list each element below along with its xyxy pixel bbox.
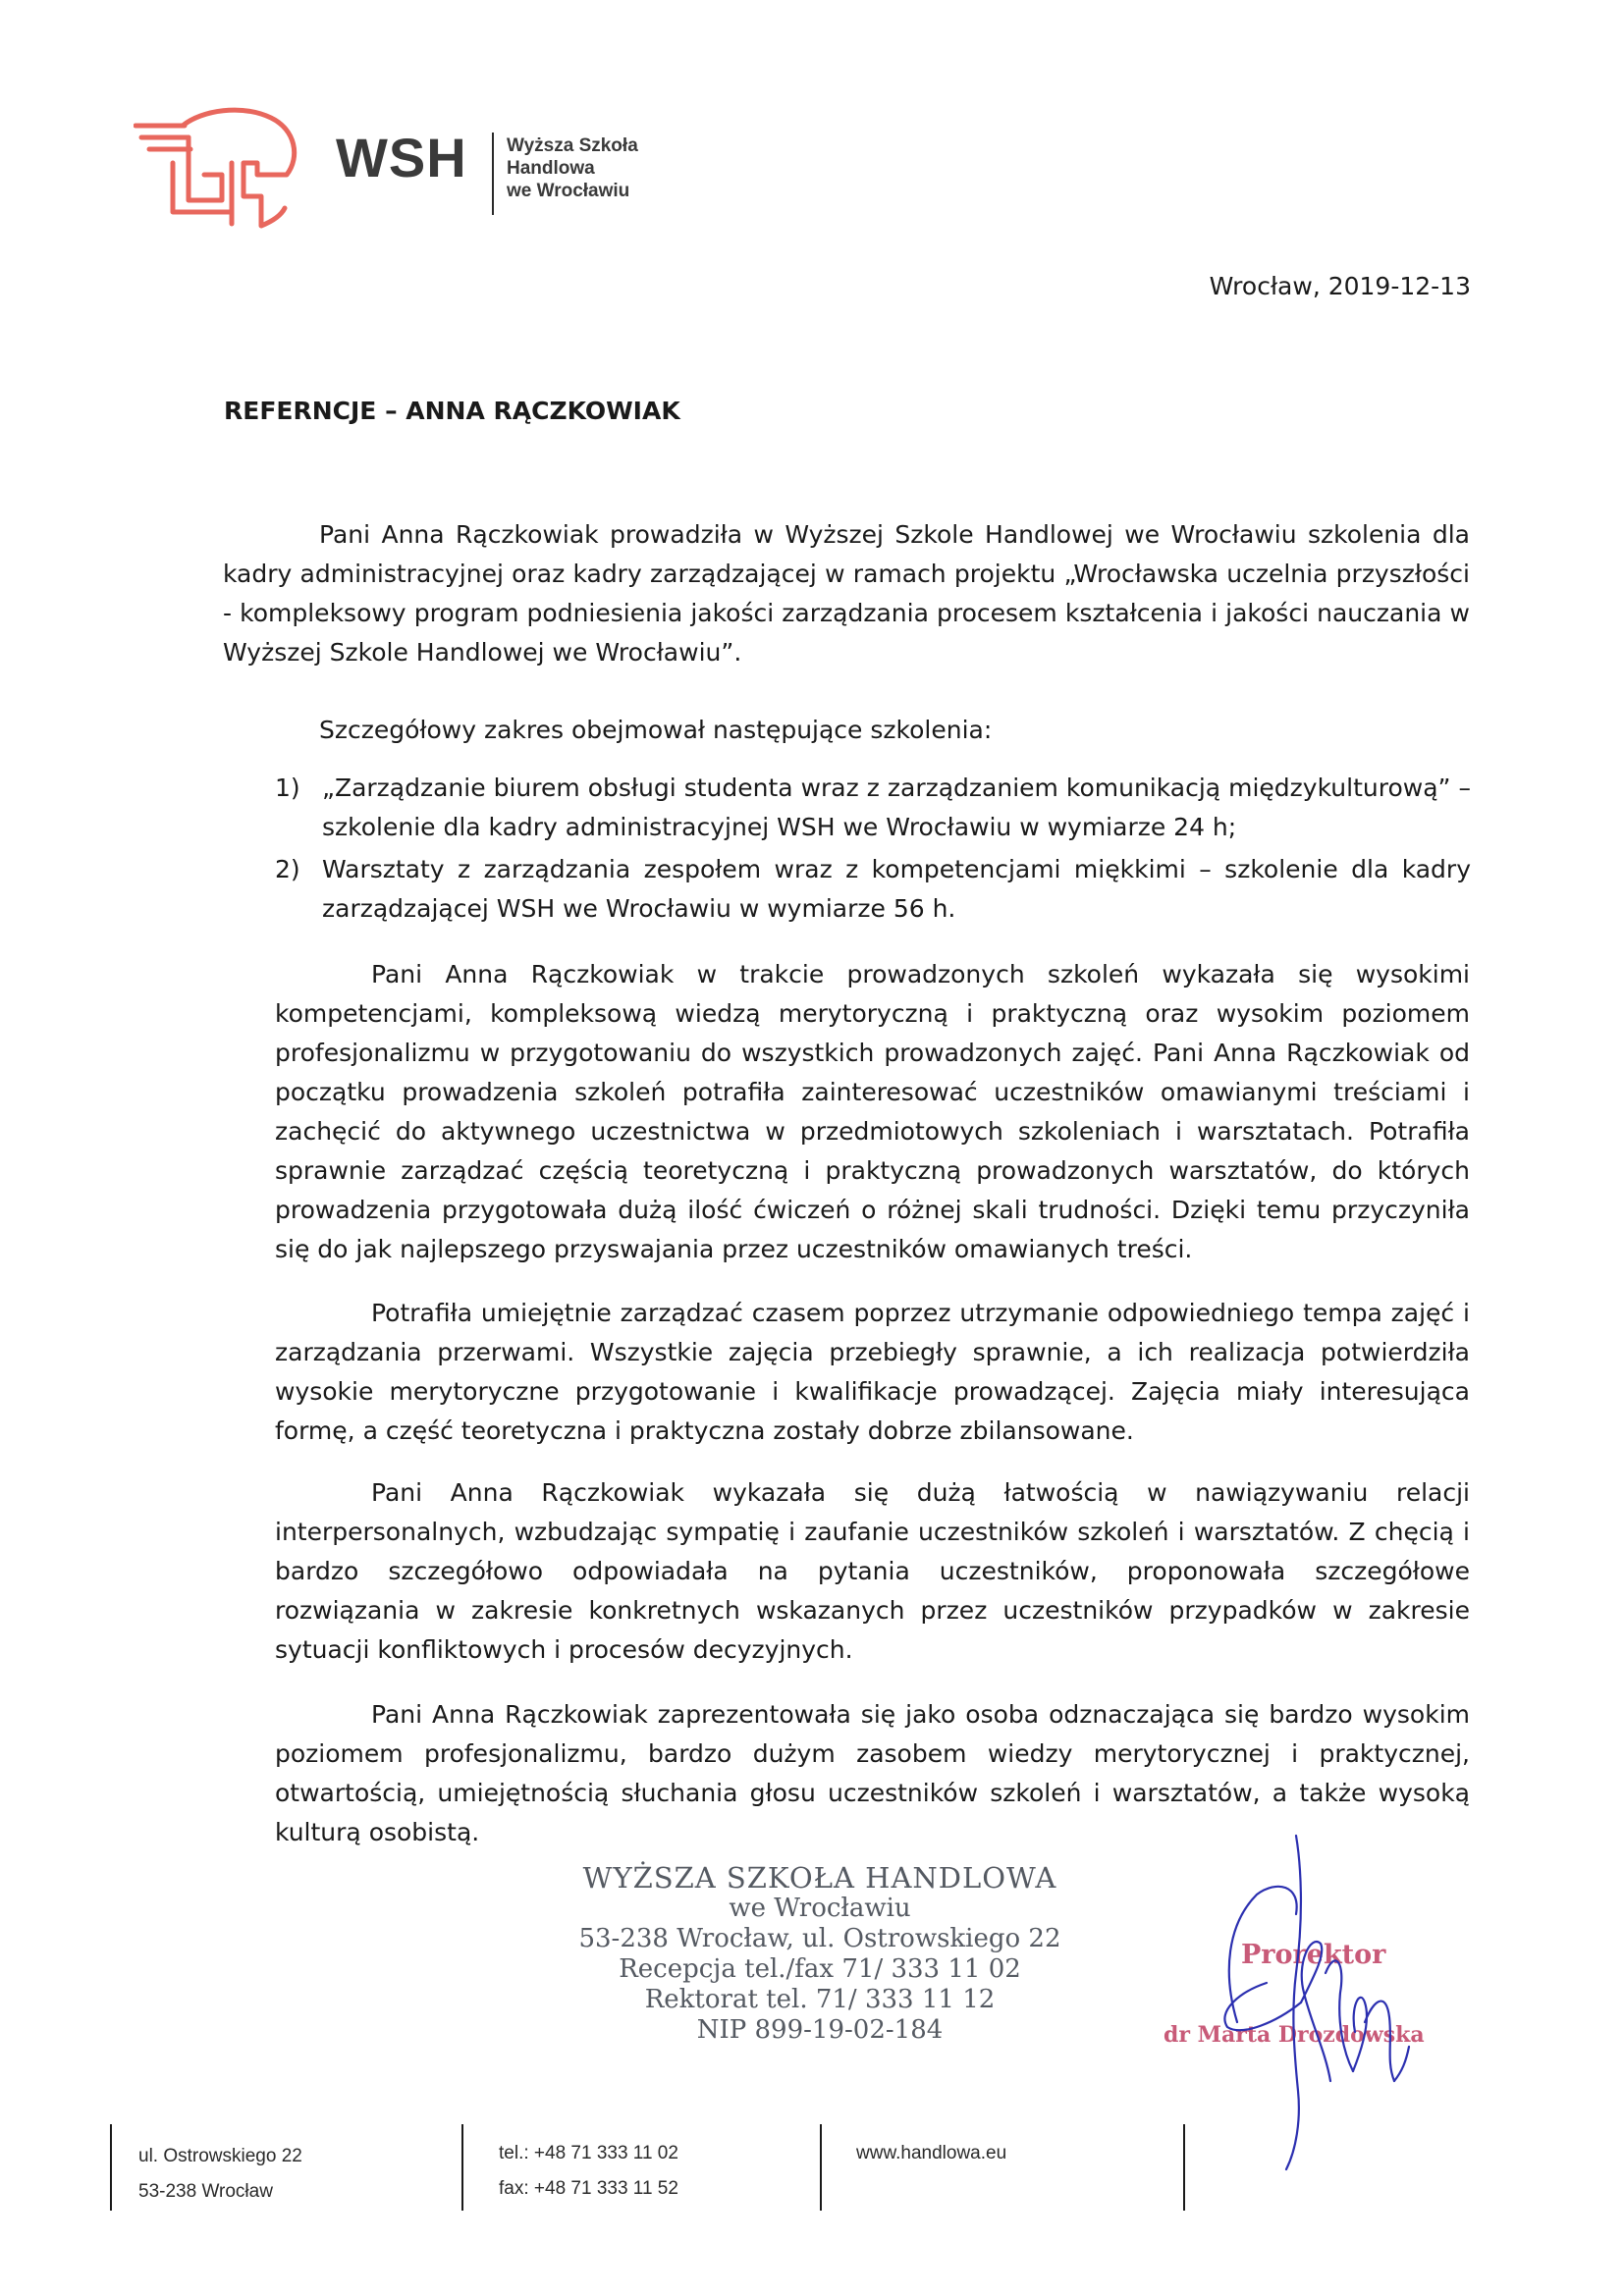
stamp-line: NIP 899-19-02-184 xyxy=(696,2015,944,2045)
footer-divider xyxy=(1183,2124,1185,2211)
footer-address-city: 53-238 Wrocław xyxy=(138,2181,273,2202)
paragraph-scope: Szczegółowy zakres obejmował następujące szkolenia: xyxy=(319,716,993,744)
footer-address xyxy=(138,2139,302,2210)
paragraph-summary: Pani Anna Rączkowiak zaprezentowała się jako osoba odznaczająca się bardzo wysokim poziomem profesjonalizmu, bardzo dużym zasobem wiedzy merytorycznej i praktycznej, otwartością, umiejętnością słuchania głosu uczestników szkoleń i warsztatów, a także wysoką kulturą osobistą. xyxy=(275,1700,1470,1846)
school-name-line: Wyższa Szkoła xyxy=(507,135,638,156)
stamp-line: WYŻSZA SZKOŁA HANDLOWA xyxy=(582,1861,1057,1895)
footer-divider xyxy=(110,2124,112,2211)
footer-phone: tel.: +48 71 333 11 02 xyxy=(499,2143,678,2163)
footer-divider xyxy=(461,2124,463,2211)
role-stamp-name: dr Marta Drozdowska xyxy=(1164,2022,1425,2048)
footer-fax: fax: +48 71 333 11 52 xyxy=(499,2178,678,2199)
wsh-logo-icon xyxy=(134,106,300,230)
footer-divider xyxy=(820,2124,822,2211)
paragraph-competences: Pani Anna Rączkowiak w trakcie prowadzonych szkoleń wykazała się wysokimi kompetencjami, kompleksową wiedzą merytoryczną i praktyczną oraz wysokim poziomem profesjonalizmu w przygotowaniu do wszystkich prowadzonych zajęć. Pani Anna Rączkowiak od początku prowadzenia szkoleń potrafiła zainteresować uczestników omawianymi treściami i zachęcić do aktywnego uczestnictwa w przedmiotowych szkoleniach i warsztatach. Potrafiła sprawnie zarządzać częścią teoretyczną i praktyczną prowadzonych warsztatów, do których prowadzenia przygotowała dużą ilość ćwiczeń o różnej skali trudności. Dzięki temu przyczyniła się do jak najlepszego przyswajania przez uczestników omawianych treści. xyxy=(275,960,1470,1263)
document-date: Wrocław, 2019-12-13 xyxy=(1209,272,1471,300)
logo-divider xyxy=(492,133,494,215)
school-name xyxy=(507,134,638,202)
list-item-text: Warsztaty z zarządzania zespołem wraz z kompetencjami miękkimi – szkolenie dla kadry zarządzającej WSH we Wrocławiu w wymiarze 56 h. xyxy=(322,855,1471,923)
stamp-line: Recepcja tel./fax 71/ 333 11 02 xyxy=(619,1954,1021,1984)
school-name-line: Handlowa xyxy=(507,158,595,179)
stamp-line: we Wrocławiu xyxy=(729,1894,911,1923)
list-item-number: 1) xyxy=(275,774,300,802)
paragraph-interpersonal: Pani Anna Rączkowiak wykazała się dużą łatwością w nawiązywaniu relacji interpersonalnych, wzbudzając sympatię i zaufanie uczestników szkoleń i warsztatów. Z chęcią i bardzo szczegółowo odpowiadała na pytania uczestników, proponowała szczegółowe rozwiązania w zakresie konkretnych wskazanych przez uczestników przypadków w zakresie sytuacji konfliktowych i procesów decyzyjnych. xyxy=(275,1478,1470,1664)
institution-stamp xyxy=(550,1863,1090,2046)
list-item-number: 2) xyxy=(275,855,300,883)
school-name-line: we Wrocławiu xyxy=(507,181,630,201)
paragraph-intro: Pani Anna Rączkowiak prowadziła w Wyższej Szkole Handlowej we Wrocławiu szkolenia dla kadry administracyjnej oraz kadry zarządzającej w ramach projektu „Wrocławska uczelnia przyszłości - kompleksowy program podniesienia jakości zarządzania procesem kształcenia i jakości nauczania w Wyższej Szkole Handlowej we Wrocławiu”. xyxy=(223,520,1470,667)
footer-contact xyxy=(499,2136,678,2207)
footer-website-link[interactable]: www.handlowa.eu xyxy=(856,2143,1007,2163)
list-item-text: „Zarządzanie biurem obsługi studenta wraz z zarządzaniem komunikacją międzykulturową” – szkolenie dla kadry administracyjnej WSH we Wrocławiu w wymiarze 24 h; xyxy=(322,774,1471,841)
logo-wordmark: WSH xyxy=(336,127,467,188)
document-title: REFERNCJE – ANNA RĄCZKOWIAK xyxy=(224,397,680,425)
role-stamp-title: Prorektor xyxy=(1241,1940,1386,1970)
paragraph-time-management: Potrafiła umiejętnie zarządzać czasem poprzez utrzymanie odpowiedniego tempa zajęć i zarządzania przerwami. Wszystkie zajęcia przebiegły sprawnie, a ich realizacja potwierdziła wysokie merytoryczne przygotowanie i kwalifikacje prowadzącej. Zajęcia miały interesująca formę, a część teoretyczna i praktyczna zostały dobrze zbilansowane. xyxy=(275,1299,1470,1445)
stamp-line: 53-238 Wrocław, ul. Ostrowskiego 22 xyxy=(578,1924,1061,1953)
footer-address-street: ul. Ostrowskiego 22 xyxy=(138,2146,302,2166)
handwritten-signature-icon xyxy=(1129,1826,1483,2189)
stamp-line: Rektorat tel. 71/ 333 11 12 xyxy=(644,1985,996,2014)
